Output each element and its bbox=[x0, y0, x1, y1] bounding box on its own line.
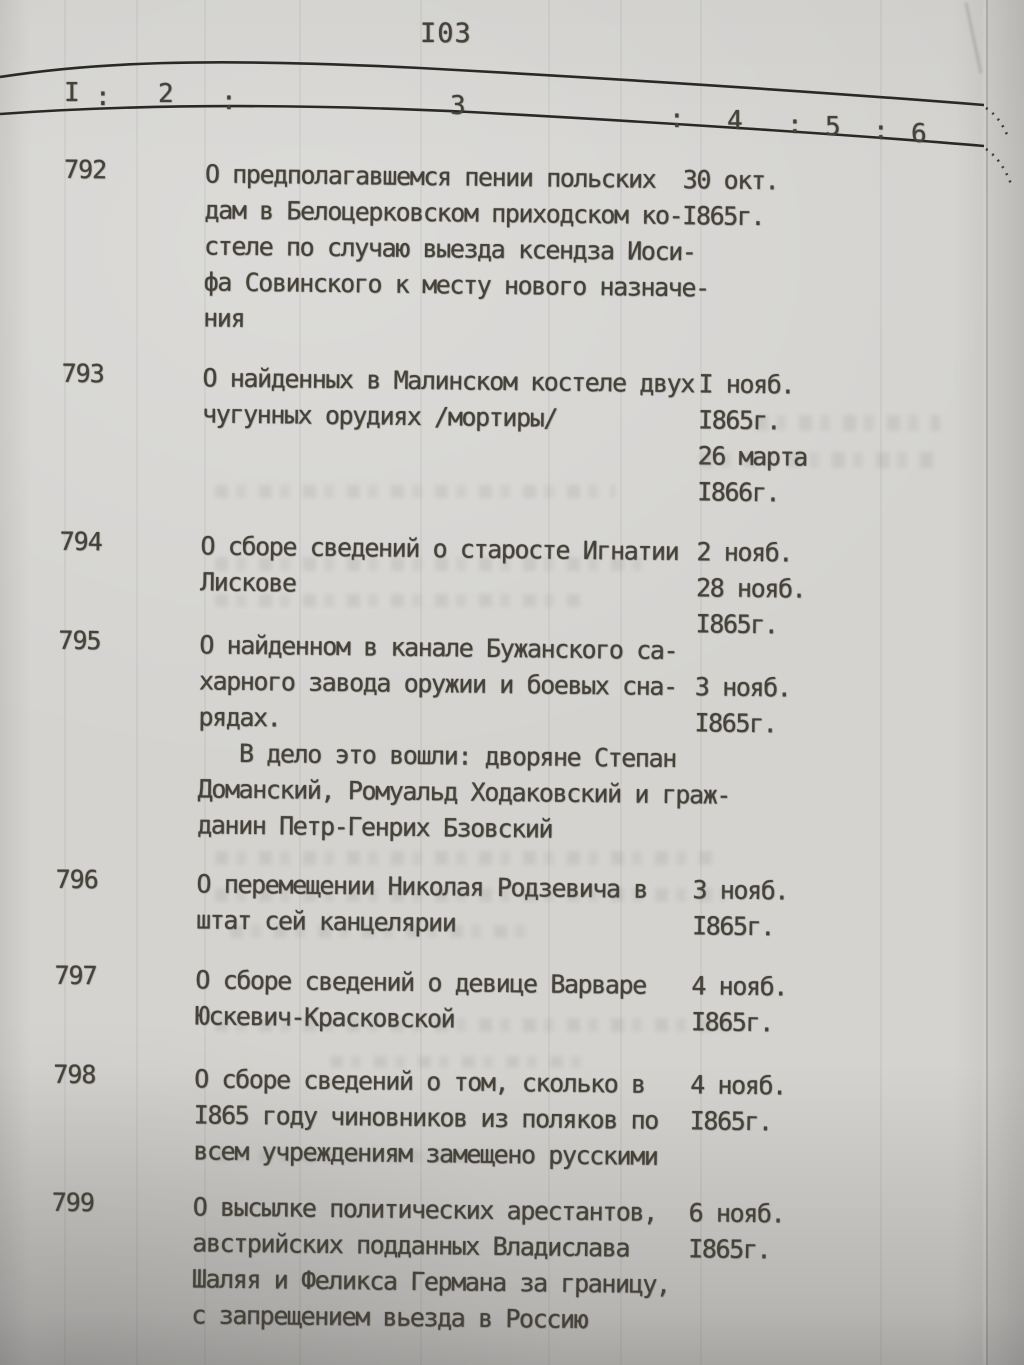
entry-date: I865г. bbox=[695, 609, 778, 640]
entry-description-line: О сборе сведений о том, сколько в bbox=[194, 1064, 645, 1099]
column-header-label: 3 bbox=[450, 91, 465, 121]
entry-description-line: стеле по случаю выезда ксендза Иоси- bbox=[203, 231, 696, 267]
column-header-label: 4 bbox=[727, 106, 742, 136]
entry-description-line: рядах. bbox=[198, 702, 281, 733]
entry-description-line: штат сей канцелярии bbox=[195, 905, 456, 938]
entry-number: 797 bbox=[54, 960, 97, 991]
entry-description-line: ния bbox=[203, 303, 245, 333]
entry-description-line: О предполагавшемся пении польских 30 окт. bbox=[204, 159, 779, 196]
column-header-label: 5 bbox=[825, 112, 840, 142]
entry-date: I нояб. bbox=[698, 369, 795, 400]
column-separator: : bbox=[95, 82, 110, 112]
column-header-label: 6 bbox=[911, 119, 926, 149]
entry-description-line: Лискове bbox=[199, 567, 296, 598]
entry-date: 6 нояб. bbox=[688, 1198, 785, 1229]
entry-date: 28 нояб. bbox=[695, 573, 806, 604]
entry-description-line: О найденном в канале Бужанского са- bbox=[199, 630, 678, 666]
entry-date: I865г. bbox=[694, 708, 777, 739]
entry-description-line: чугунных орудиях /мортиры/ bbox=[201, 399, 558, 433]
entry-number: 795 bbox=[58, 625, 101, 656]
entry-date: I865г. bbox=[691, 911, 775, 942]
entry-number: 794 bbox=[59, 526, 102, 557]
entry-date: 2 нояб. bbox=[696, 537, 793, 568]
entry-description-line: О найденных в Малинском костеле двух bbox=[202, 363, 695, 399]
entry-date: I865г. bbox=[688, 1234, 771, 1265]
entry-date: I865г. bbox=[689, 1106, 772, 1137]
column-separator: : bbox=[873, 116, 888, 146]
column-header-label: 2 bbox=[158, 79, 173, 109]
entry-description-line: Шаляя и Феликса Германа за границу, bbox=[191, 1264, 670, 1300]
entry-description-line: I865 году чиновников из поляков по bbox=[193, 1100, 659, 1135]
entry-date: 4 нояб. bbox=[691, 971, 788, 1002]
entry-number: 792 bbox=[63, 154, 107, 185]
entry-description-line: О сборе сведений о старосте Игнатии bbox=[200, 531, 679, 567]
entry-date: 26 марта bbox=[697, 441, 808, 472]
entry-date: I865г. bbox=[690, 1007, 774, 1038]
entry-number: 796 bbox=[55, 864, 98, 895]
entry-description-line: О высылке политических арестантов, bbox=[192, 1192, 657, 1227]
entry-date: 3 нояб. bbox=[692, 875, 789, 906]
entry-date: 3 нояб. bbox=[694, 672, 791, 703]
column-separator: : bbox=[787, 110, 802, 140]
entry-description-line: В дело это вошли: дворяне Степан bbox=[197, 738, 677, 774]
entry-date: 4 нояб. bbox=[690, 1070, 786, 1101]
column-header-label: I bbox=[64, 78, 79, 108]
entry-description-line: с запрещением вьезда в Россию bbox=[191, 1300, 588, 1335]
column-separator: : bbox=[669, 104, 684, 134]
entry-description-line: всем учреждениям замещено русскими bbox=[193, 1136, 658, 1171]
entry-description-line: дам в Белоцерковском приходском ко-I865г. bbox=[204, 195, 765, 232]
entry-number: 793 bbox=[61, 358, 104, 389]
entry-description-line: О перемещении Николая Родзевича в bbox=[196, 869, 648, 904]
entry-number: 799 bbox=[51, 1187, 95, 1218]
page-number: I03 bbox=[420, 18, 472, 49]
entry-description-line: данин Петр-Генрих Бзовский bbox=[197, 810, 553, 844]
entry-description-line: Юскевич-Красковской bbox=[194, 1001, 455, 1034]
entry-description-line: Доманский, Ромуальд Ходаковский и граж- bbox=[197, 774, 731, 810]
column-separator: : bbox=[221, 86, 236, 116]
entry-description-line: О сборе сведений о девице Варваре bbox=[195, 965, 647, 1000]
entry-description-line: австрийских подданных Владислава bbox=[192, 1228, 630, 1263]
entry-description-line: фа Совинского к месту нового назначе- bbox=[203, 267, 709, 303]
entry-date: I865г. bbox=[697, 405, 781, 436]
entry-number: 798 bbox=[53, 1059, 96, 1090]
entry-date: I866г. bbox=[697, 477, 780, 508]
entry-description-line: харного завода оружии и боевых сна- bbox=[198, 666, 677, 702]
